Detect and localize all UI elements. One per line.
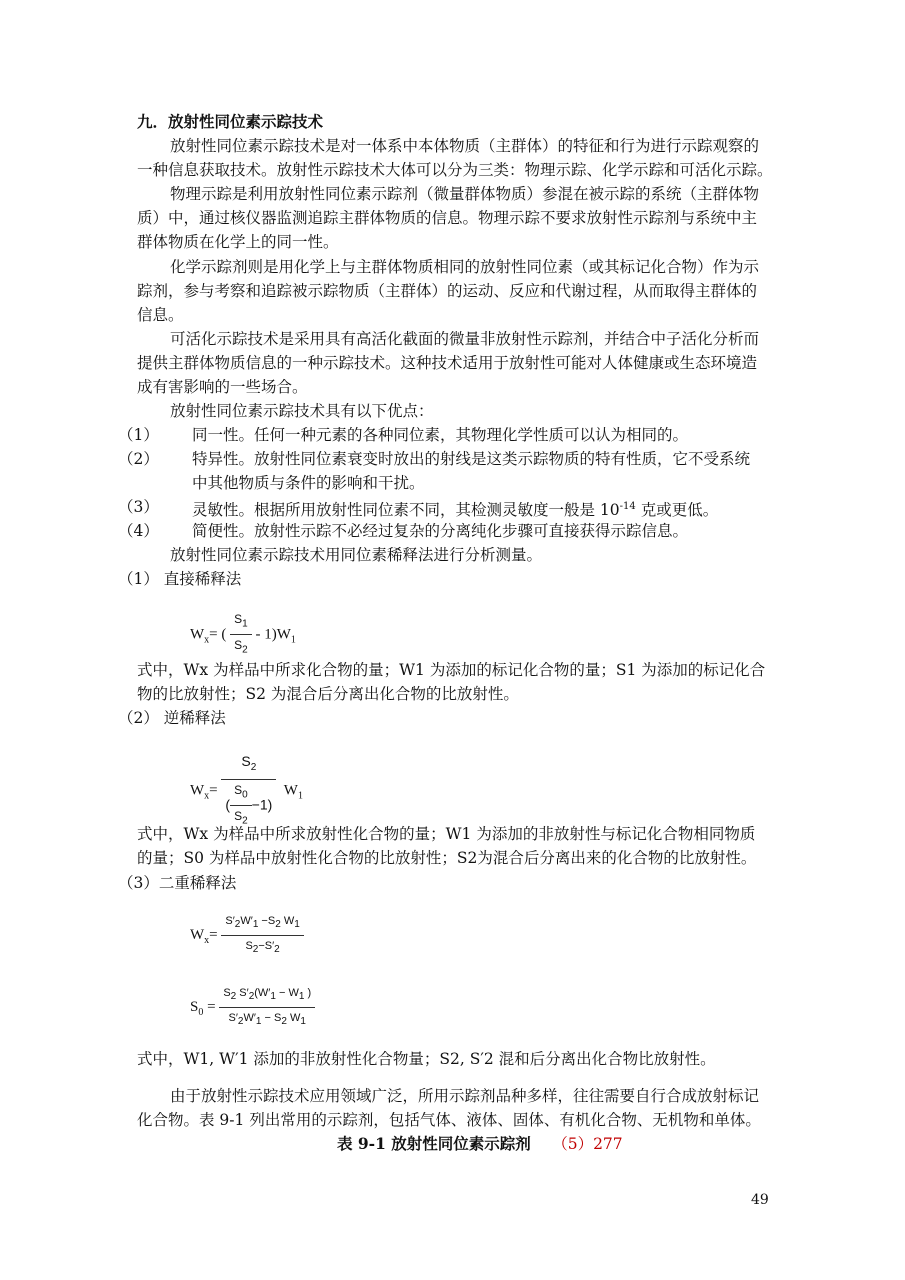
method1-definition-line2: 物的比放射性；S2 为混合后分离出化合物的比放射性。 (137, 685, 519, 703)
advantage-2-text: 特异性。放射性同位素衰变时放出的射线是这类示踪物质的特有性质，它不受系统 (192, 450, 751, 468)
table-caption-title: 表 9-1 放射性同位素示踪剂 (337, 1134, 531, 1153)
advantages-intro: 放射性同位素示踪技术具有以下优点： (170, 402, 434, 420)
para1-line2: 一种信息获取技术。放射性示踪技术大体可以分为三类：物理示踪、化学示踪和可活化示踪。 (137, 161, 773, 179)
para2-line3: 群体物质在化学上的同一性。 (137, 233, 339, 251)
fraction: $\frac{S_2 S'_2(W'_1 - W_1 )}{S'_2W'_1 - S_2 W_1}$ (219, 984, 315, 1031)
table-reference: （5）277 (552, 1135, 623, 1153)
fraction: $\frac{S_1}{S_2}$ (230, 610, 252, 660)
para2-line2: 质）中，通过核仪器监测追踪主群体物质的信息。物理示踪不要求放射性示踪剂与系统中主 (137, 209, 758, 227)
section-title: 九．放射性同位素示踪技术 (137, 112, 324, 131)
para4-line3: 成有害影响的一些场合。 (137, 378, 308, 396)
fraction: $\frac{S'_2W'_1 -S_2 W_1}{S_2-S'_2}$ (221, 912, 303, 959)
para3-line3: 信息。 (137, 306, 184, 324)
dilution-intro: 放射性同位素示踪技术用同位素稀释法进行分析测量。 (170, 546, 543, 564)
para2-line1: 物理示踪是利用放射性同位素示踪剂（微量群体物质）参混在被示踪的系统（主群体物 (170, 185, 760, 203)
advantage-3-number: （3） (118, 498, 159, 516)
closing-line2: 化合物。表 9-1 列出常用的示踪剂，包括气体、液体、固体、有机化合物、无机物和单体。 (137, 1111, 761, 1129)
advantage-3-tail: 克或更低。 (635, 501, 719, 520)
method1-definition-line1: 式中，Wx 为样品中所求化合物的量；W1 为添加的标记化合物的量；S1 为添加的标记化合 (137, 661, 766, 679)
method2-title: （2） 逆稀释法 (118, 709, 226, 727)
advantage-2-number: （2） (118, 450, 159, 468)
advantage-2-text-cont: 中其他物质与条件的影响和干扰。 (192, 474, 425, 492)
advantage-3-exponent: -14 (619, 501, 636, 512)
advantage-4-number: （4） (118, 522, 159, 540)
method1-title: （1） 直接稀释法 (118, 570, 242, 588)
method2-definition-line2: 的量；S0 为样品中放射性化合物的比放射性；S2为混合后分离出来的化合物的比放射性。 (137, 849, 757, 867)
advantage-3-text (192, 497, 718, 520)
para3-line1: 化学示踪剂则是用化学上与主群体物质相同的放射性同位素（或其标记化合物）作为示 (170, 258, 760, 276)
page-number: 49 (751, 1192, 769, 1208)
table-caption (337, 1134, 623, 1154)
advantage-3-main: 灵敏性。根据所用放射性同位素不同，其检测灵敏度一般是 10 (192, 501, 620, 520)
advantage-4-text: 简便性。放射性示踪不必经过复杂的分离纯化步骤可直接获得示踪信息。 (192, 522, 689, 540)
formula-direct-dilution: $W_x=$ ( $\frac{S_1}{S_2}$ - $1)W_1$ (190, 610, 296, 660)
formula-double-dilution-wx: $W_x=$ $\frac{S'_2W'_1 -S_2 W_1}{S_2-S'_2}$ (190, 912, 304, 959)
para4-line2: 提供主群体物质信息的一种示踪技术。这种技术适用于放射性可能对人体健康或生态环境造 (137, 354, 758, 372)
closing-line1: 由于放射性示踪技术应用领域广泛，所用示踪剂品种多样，往往需要自行合成放射标记 (170, 1087, 760, 1105)
fraction: $S_2$ ( $\frac{S_0}{S_2}$ −1) (221, 752, 276, 831)
para1-line1: 放射性同位素示踪技术是对一体系中本体物质（主群体）的特征和行为进行示踪观察的 (170, 137, 760, 155)
advantage-1-number: （1） (118, 426, 159, 444)
method2-definition-line1: 式中，Wx 为样品中所求放射性化合物的量；W1 为添加的非放射性与标记化合物相同物质 (137, 825, 756, 843)
para3-line2: 踪剂，参与考察和追踪被示踪物质（主群体）的运动、反应和代谢过程，从而取得主群体的 (137, 282, 758, 300)
para4-line1: 可活化示踪技术是采用具有高活化截面的微量非放射性示踪剂，并结合中子活化分析而 (170, 330, 760, 348)
advantage-1-text: 同一性。任何一种元素的各种同位素，其物理化学性质可以认为相同的。 (192, 426, 689, 444)
method3-title: （3）二重稀释法 (118, 874, 237, 892)
method3-definition: 式中，W1, W′1 添加的非放射性化合物量；S2, S′2 混和后分离出化合物比放射性。 (137, 1050, 716, 1068)
formula-double-dilution-s0: $S_0$ = $\frac{S_2 S'_2(W'_1 - W_1 )}{S'_2W'_1 - S_2 W_1}$ (190, 984, 315, 1031)
formula-reverse-dilution: $W_x=$ $S_2$ ( $\frac{S_0}{S_2}$ −1) $W_1$ (190, 752, 303, 831)
